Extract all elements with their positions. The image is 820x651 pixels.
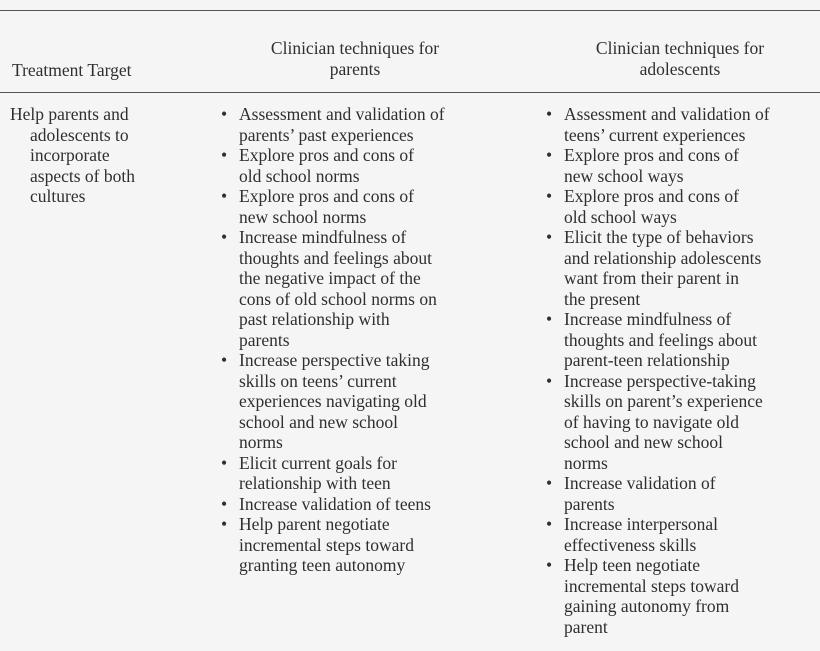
- header-parents: [250, 38, 460, 80]
- treatment-target-line: incorporate: [30, 145, 110, 165]
- parents-technique-item-line: school and new school: [239, 411, 398, 432]
- parents-technique-item: [220, 227, 520, 350]
- parents-technique-item-line: Assessment and validation of: [239, 104, 445, 124]
- adolescents-technique-item: [545, 145, 815, 186]
- adolescents-technique-item-line: Elicit the type of behaviors: [564, 227, 754, 247]
- adolescents-technique-item-line: old school ways: [564, 206, 677, 227]
- bullet-icon: •: [546, 186, 553, 206]
- adolescents-technique-item: [545, 186, 815, 227]
- parents-techniques-cell: [220, 104, 520, 576]
- adolescents-technique-item-line: Increase mindfulness of: [564, 309, 732, 329]
- adolescents-techniques-cell: [545, 104, 815, 637]
- parents-technique-item-line: Explore pros and cons of: [239, 186, 414, 206]
- parents-technique-item-line: incremental steps toward: [239, 534, 414, 555]
- parents-technique-list: [220, 104, 520, 576]
- bullet-icon: •: [221, 452, 228, 473]
- adolescents-technique-item: [545, 104, 815, 145]
- adolescents-technique-item-line: parent: [564, 616, 608, 637]
- adolescents-technique-item-line: effectiveness skills: [564, 534, 697, 555]
- bullet-icon: •: [221, 514, 228, 534]
- adolescents-technique-item: [545, 309, 815, 371]
- header-parents-line: parents: [329, 59, 381, 79]
- header-rule: [0, 92, 820, 93]
- treatment-target-line: cultures: [30, 186, 86, 206]
- treatment-target-line: adolescents to: [30, 124, 129, 145]
- adolescents-technique-item-line: Increase interpersonal: [564, 514, 719, 534]
- adolescents-technique-item: [545, 555, 815, 637]
- adolescents-technique-item-line: the present: [564, 288, 641, 309]
- adolescents-technique-item-line: incremental steps toward: [564, 575, 739, 596]
- adolescents-technique-list: [545, 104, 815, 637]
- parents-technique-item-line: parents’ past experiences: [239, 124, 414, 145]
- treatment-target-cell: [10, 104, 190, 207]
- bullet-icon: •: [546, 104, 553, 124]
- parents-technique-item: [220, 104, 520, 145]
- adolescents-technique-item: [545, 371, 815, 474]
- adolescents-technique-item: [545, 514, 815, 555]
- bullet-icon: •: [546, 370, 553, 391]
- adolescents-technique-item-line: of having to navigate old: [564, 411, 739, 432]
- parents-technique-item-line: cons of old school norms on: [239, 288, 437, 309]
- parents-technique-item-line: Elicit current goals for: [239, 452, 397, 473]
- adolescents-technique-item-line: want from their parent in: [564, 268, 739, 288]
- adolescents-technique-item: [545, 473, 815, 514]
- adolescents-technique-item-line: new school ways: [564, 165, 684, 186]
- adolescents-technique-item-line: and relationship adolescents: [564, 247, 762, 268]
- treatment-target-line: aspects of both: [30, 165, 135, 186]
- bullet-icon: •: [221, 145, 228, 165]
- bullet-icon: •: [221, 493, 228, 514]
- parents-technique-item-line: Explore pros and cons of: [239, 145, 414, 165]
- adolescents-technique-item-line: school and new school: [564, 432, 723, 452]
- adolescents-technique-item-line: Help teen negotiate: [564, 555, 701, 575]
- bullet-icon: •: [221, 350, 228, 370]
- adolescents-technique-item-line: Increase perspective-taking: [564, 370, 756, 391]
- parents-technique-item-line: new school norms: [239, 206, 367, 227]
- parents-technique-item-line: relationship with teen: [239, 473, 391, 493]
- parents-technique-item: [220, 186, 520, 227]
- adolescents-technique-item-line: gaining autonomy from: [564, 596, 730, 616]
- parents-technique-item-line: thoughts and feelings about: [239, 247, 432, 268]
- bullet-icon: •: [221, 227, 228, 247]
- bullet-icon: •: [221, 186, 228, 206]
- parents-technique-item-line: Increase perspective taking: [239, 350, 430, 370]
- bullet-icon: •: [546, 473, 553, 493]
- adolescents-technique-item-line: skills on parent’s experience: [564, 391, 763, 411]
- parents-technique-item: [220, 145, 520, 186]
- treatment-target-line: Help parents and: [10, 104, 129, 124]
- bullet-icon: •: [546, 309, 553, 329]
- parents-technique-item-line: past relationship with: [239, 309, 390, 329]
- adolescents-technique-item-line: parents: [564, 493, 615, 514]
- adolescents-technique-item-line: parent-teen relationship: [564, 350, 730, 370]
- parents-technique-item-line: Help parent negotiate: [239, 514, 390, 534]
- parents-technique-item-line: old school norms: [239, 165, 360, 186]
- header-adolescents: [570, 38, 790, 80]
- header-adolescents-line: Clinician techniques for: [595, 38, 765, 58]
- adolescents-technique-item-line: norms: [564, 452, 608, 473]
- parents-technique-item-line: the negative impact of the: [239, 268, 421, 288]
- bullet-icon: •: [546, 227, 553, 247]
- parents-technique-item-line: norms: [239, 432, 283, 452]
- adolescents-technique-item-line: teens’ current experiences: [564, 124, 746, 145]
- top-rule: [0, 10, 820, 11]
- adolescents-technique-item: [545, 227, 815, 309]
- header-parents-line: Clinician techniques for: [270, 38, 440, 58]
- adolescents-technique-item-line: Explore pros and cons of: [564, 186, 739, 206]
- parents-technique-item: [220, 494, 520, 515]
- parents-technique-item-line: granting teen autonomy: [239, 555, 406, 575]
- parents-technique-item-line: parents: [239, 329, 290, 350]
- bullet-icon: •: [546, 145, 553, 165]
- parents-technique-item-line: Increase mindfulness of: [239, 227, 407, 247]
- parents-technique-item-line: experiences navigating old: [239, 391, 427, 411]
- bullet-icon: •: [546, 514, 553, 534]
- parents-technique-item-line: Increase validation of teens: [239, 493, 431, 514]
- header-treatment-target: Treatment Target: [12, 60, 132, 80]
- adolescents-technique-item-line: Explore pros and cons of: [564, 145, 739, 165]
- parents-technique-item: [220, 350, 520, 453]
- adolescents-technique-item-line: Increase validation of: [564, 473, 716, 493]
- parents-technique-item: [220, 453, 520, 494]
- bullet-icon: •: [221, 104, 228, 124]
- bullet-icon: •: [546, 555, 553, 575]
- parents-technique-item-line: skills on teens’ current: [239, 370, 397, 391]
- parents-technique-item: [220, 514, 520, 576]
- adolescents-technique-item-line: thoughts and feelings about: [564, 329, 757, 350]
- adolescents-technique-item-line: Assessment and validation of: [564, 104, 770, 124]
- header-adolescents-line: adolescents: [639, 59, 721, 79]
